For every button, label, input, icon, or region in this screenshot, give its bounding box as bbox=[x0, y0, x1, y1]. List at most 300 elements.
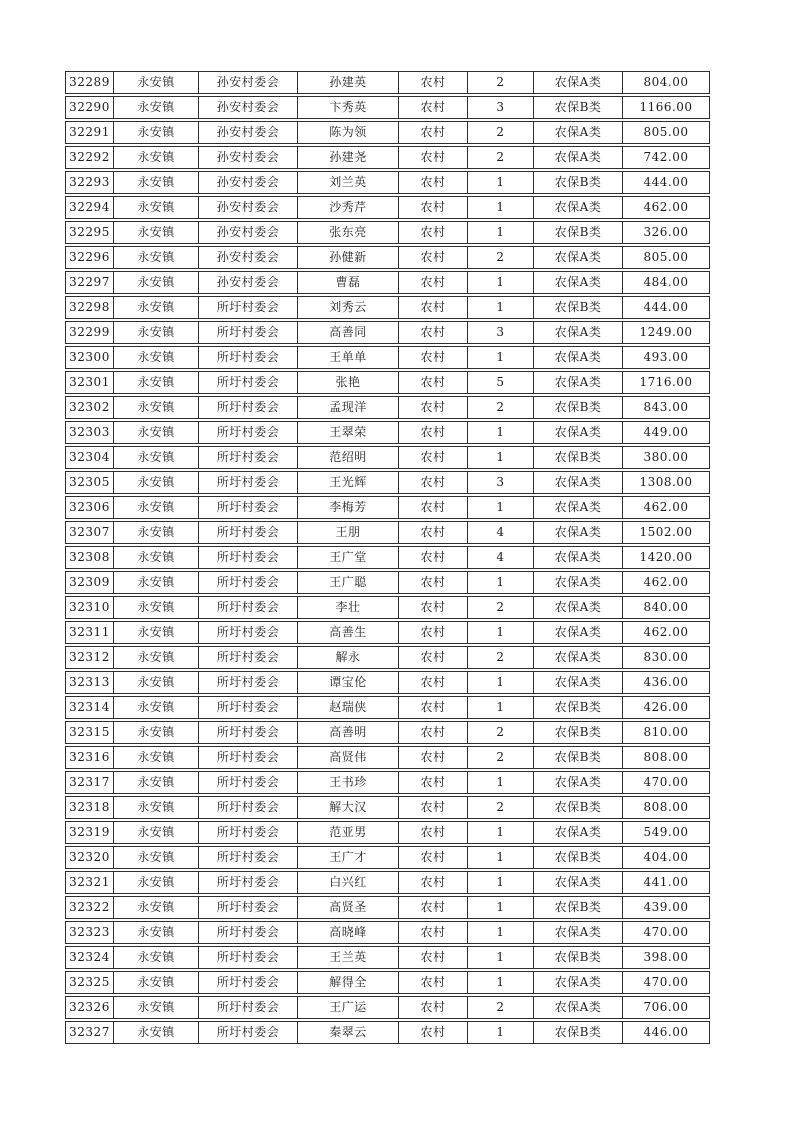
table-row bbox=[65, 96, 710, 119]
cell-town: 永安镇 bbox=[113, 197, 198, 218]
cell-insurance-category: 农保B类 bbox=[533, 747, 622, 768]
cell-residence-type: 农村 bbox=[398, 997, 467, 1018]
cell-person-name: 解得全 bbox=[297, 972, 398, 993]
cell-amount: 462.00 bbox=[622, 622, 709, 643]
cell-residence-type: 农村 bbox=[398, 972, 467, 993]
cell-person-name: 孟现洋 bbox=[297, 397, 398, 418]
cell-amount: 1716.00 bbox=[622, 372, 709, 393]
cell-insurance-category: 农保A类 bbox=[533, 597, 622, 618]
cell-person-count: 1 bbox=[467, 572, 533, 593]
cell-amount: 326.00 bbox=[622, 222, 709, 243]
cell-person-name: 王广堂 bbox=[297, 547, 398, 568]
cell-village-committee: 所圩村委会 bbox=[198, 922, 297, 943]
cell-serial-number: 32299 bbox=[69, 325, 110, 339]
cell-town: 永安镇 bbox=[113, 1022, 198, 1043]
cell-village-committee: 所圩村委会 bbox=[198, 572, 297, 593]
cell-amount: 449.00 bbox=[622, 422, 709, 443]
cell-residence-type: 农村 bbox=[398, 497, 467, 518]
cell-town: 永安镇 bbox=[113, 72, 198, 93]
cell-person-name: 王翠荣 bbox=[297, 422, 398, 443]
cell-village-committee: 孙安村委会 bbox=[198, 97, 297, 118]
cell-amount: 446.00 bbox=[622, 1022, 709, 1043]
table-row bbox=[65, 296, 710, 319]
cell-town: 永安镇 bbox=[113, 472, 198, 493]
cell-person-name: 高贤圣 bbox=[297, 897, 398, 918]
cell-town: 永安镇 bbox=[113, 422, 198, 443]
cell-town: 永安镇 bbox=[113, 547, 198, 568]
cell-village-committee: 所圩村委会 bbox=[198, 522, 297, 543]
cell-town: 永安镇 bbox=[113, 447, 198, 468]
cell-insurance-category: 农保A类 bbox=[533, 872, 622, 893]
cell-serial-number: 32316 bbox=[69, 750, 110, 764]
cell-village-committee: 所圩村委会 bbox=[198, 772, 297, 793]
cell-person-name: 范亚男 bbox=[297, 822, 398, 843]
cell-person-count: 2 bbox=[467, 747, 533, 768]
cell-serial-number: 32307 bbox=[69, 525, 110, 539]
cell-person-count: 1 bbox=[467, 697, 533, 718]
cell-amount: 470.00 bbox=[622, 972, 709, 993]
cell-town: 永安镇 bbox=[113, 872, 198, 893]
cell-person-name: 王广运 bbox=[297, 997, 398, 1018]
cell-person-name: 张东亮 bbox=[297, 222, 398, 243]
cell-village-committee: 所圩村委会 bbox=[198, 347, 297, 368]
cell-residence-type: 农村 bbox=[398, 947, 467, 968]
cell-serial-number: 32324 bbox=[69, 950, 110, 964]
cell-town: 永安镇 bbox=[113, 97, 198, 118]
cell-residence-type: 农村 bbox=[398, 347, 467, 368]
cell-insurance-category: 农保B类 bbox=[533, 847, 622, 868]
cell-person-count: 1 bbox=[467, 197, 533, 218]
cell-village-committee: 所圩村委会 bbox=[198, 997, 297, 1018]
cell-residence-type: 农村 bbox=[398, 72, 467, 93]
cell-serial-number: 32302 bbox=[69, 400, 110, 414]
cell-serial-number: 32290 bbox=[69, 100, 110, 114]
table-row bbox=[65, 271, 710, 294]
cell-town: 永安镇 bbox=[113, 272, 198, 293]
cell-person-count: 1 bbox=[467, 772, 533, 793]
table-row bbox=[65, 196, 710, 219]
cell-village-committee: 所圩村委会 bbox=[198, 422, 297, 443]
cell-person-count: 4 bbox=[467, 547, 533, 568]
cell-residence-type: 农村 bbox=[398, 472, 467, 493]
cell-person-name: 高善同 bbox=[297, 322, 398, 343]
cell-amount: 804.00 bbox=[622, 72, 709, 93]
cell-person-count: 2 bbox=[467, 997, 533, 1018]
cell-insurance-category: 农保B类 bbox=[533, 1022, 622, 1043]
cell-person-count: 2 bbox=[467, 597, 533, 618]
cell-person-name: 高善明 bbox=[297, 722, 398, 743]
cell-person-count: 2 bbox=[467, 147, 533, 168]
cell-amount: 436.00 bbox=[622, 672, 709, 693]
cell-serial-number: 32308 bbox=[69, 550, 110, 564]
cell-amount: 1249.00 bbox=[622, 322, 709, 343]
cell-insurance-category: 农保A类 bbox=[533, 822, 622, 843]
cell-amount: 426.00 bbox=[622, 697, 709, 718]
cell-person-count: 2 bbox=[467, 122, 533, 143]
cell-insurance-category: 农保A类 bbox=[533, 772, 622, 793]
cell-person-name: 高贤伟 bbox=[297, 747, 398, 768]
cell-village-committee: 所圩村委会 bbox=[198, 322, 297, 343]
cell-insurance-category: 农保A类 bbox=[533, 522, 622, 543]
cell-amount: 808.00 bbox=[622, 747, 709, 768]
cell-person-name: 卞秀英 bbox=[297, 97, 398, 118]
cell-residence-type: 农村 bbox=[398, 597, 467, 618]
cell-person-name: 张艳 bbox=[297, 372, 398, 393]
table-row bbox=[65, 446, 710, 469]
table-row bbox=[65, 521, 710, 544]
cell-village-committee: 所圩村委会 bbox=[198, 872, 297, 893]
cell-town: 永安镇 bbox=[113, 322, 198, 343]
cell-town: 永安镇 bbox=[113, 572, 198, 593]
cell-person-name: 孙健新 bbox=[297, 247, 398, 268]
cell-person-name: 刘秀云 bbox=[297, 297, 398, 318]
cell-person-name: 解大汉 bbox=[297, 797, 398, 818]
cell-residence-type: 农村 bbox=[398, 647, 467, 668]
cell-residence-type: 农村 bbox=[398, 522, 467, 543]
cell-village-committee: 所圩村委会 bbox=[198, 722, 297, 743]
table-row bbox=[65, 421, 710, 444]
table-row bbox=[65, 896, 710, 919]
cell-village-committee: 所圩村委会 bbox=[198, 847, 297, 868]
cell-village-committee: 所圩村委会 bbox=[198, 547, 297, 568]
cell-residence-type: 农村 bbox=[398, 222, 467, 243]
cell-residence-type: 农村 bbox=[398, 322, 467, 343]
cell-serial-number: 32327 bbox=[69, 1025, 110, 1039]
cell-town: 永安镇 bbox=[113, 722, 198, 743]
cell-insurance-category: 农保A类 bbox=[533, 547, 622, 568]
cell-town: 永安镇 bbox=[113, 297, 198, 318]
cell-person-count: 1 bbox=[467, 1022, 533, 1043]
cell-person-count: 1 bbox=[467, 272, 533, 293]
cell-person-name: 赵瑞侠 bbox=[297, 697, 398, 718]
cell-person-count: 1 bbox=[467, 347, 533, 368]
cell-insurance-category: 农保A类 bbox=[533, 572, 622, 593]
table-row bbox=[65, 846, 710, 869]
cell-insurance-category: 农保A类 bbox=[533, 197, 622, 218]
cell-insurance-category: 农保B类 bbox=[533, 722, 622, 743]
cell-residence-type: 农村 bbox=[398, 847, 467, 868]
cell-residence-type: 农村 bbox=[398, 622, 467, 643]
cell-amount: 549.00 bbox=[622, 822, 709, 843]
cell-insurance-category: 农保A类 bbox=[533, 272, 622, 293]
cell-person-name: 王单单 bbox=[297, 347, 398, 368]
cell-insurance-category: 农保A类 bbox=[533, 672, 622, 693]
cell-town: 永安镇 bbox=[113, 122, 198, 143]
cell-person-count: 2 bbox=[467, 722, 533, 743]
table-row bbox=[65, 171, 710, 194]
cell-serial-number: 32318 bbox=[69, 800, 110, 814]
cell-village-committee: 孙安村委会 bbox=[198, 222, 297, 243]
cell-serial-number: 32297 bbox=[69, 275, 110, 289]
cell-serial-number: 32310 bbox=[69, 600, 110, 614]
cell-amount: 1502.00 bbox=[622, 522, 709, 543]
table-row bbox=[65, 571, 710, 594]
cell-residence-type: 农村 bbox=[398, 572, 467, 593]
table-row bbox=[65, 71, 710, 94]
cell-person-count: 2 bbox=[467, 72, 533, 93]
cell-residence-type: 农村 bbox=[398, 722, 467, 743]
cell-person-count: 1 bbox=[467, 297, 533, 318]
cell-person-name: 解永 bbox=[297, 647, 398, 668]
cell-amount: 398.00 bbox=[622, 947, 709, 968]
table-row bbox=[65, 696, 710, 719]
cell-village-committee: 孙安村委会 bbox=[198, 72, 297, 93]
cell-residence-type: 农村 bbox=[398, 547, 467, 568]
cell-town: 永安镇 bbox=[113, 172, 198, 193]
cell-amount: 439.00 bbox=[622, 897, 709, 918]
cell-town: 永安镇 bbox=[113, 947, 198, 968]
cell-person-name: 王广聪 bbox=[297, 572, 398, 593]
cell-village-committee: 孙安村委会 bbox=[198, 247, 297, 268]
cell-serial-number: 32300 bbox=[69, 350, 110, 364]
cell-serial-number: 32305 bbox=[69, 475, 110, 489]
cell-serial-number: 32292 bbox=[69, 150, 110, 164]
cell-amount: 805.00 bbox=[622, 122, 709, 143]
cell-residence-type: 农村 bbox=[398, 1022, 467, 1043]
cell-person-count: 5 bbox=[467, 372, 533, 393]
table-row bbox=[65, 396, 710, 419]
cell-insurance-category: 农保A类 bbox=[533, 497, 622, 518]
cell-town: 永安镇 bbox=[113, 622, 198, 643]
table-row bbox=[65, 121, 710, 144]
cell-village-committee: 所圩村委会 bbox=[198, 447, 297, 468]
benefits-table bbox=[65, 71, 710, 1044]
cell-amount: 470.00 bbox=[622, 922, 709, 943]
cell-person-count: 1 bbox=[467, 972, 533, 993]
cell-serial-number: 32321 bbox=[69, 875, 110, 889]
cell-residence-type: 农村 bbox=[398, 272, 467, 293]
cell-person-name: 曹磊 bbox=[297, 272, 398, 293]
cell-person-name: 孙建英 bbox=[297, 72, 398, 93]
cell-town: 永安镇 bbox=[113, 672, 198, 693]
cell-person-count: 1 bbox=[467, 172, 533, 193]
cell-serial-number: 32322 bbox=[69, 900, 110, 914]
table-row bbox=[65, 646, 710, 669]
table-row bbox=[65, 471, 710, 494]
cell-person-name: 陈为领 bbox=[297, 122, 398, 143]
cell-residence-type: 农村 bbox=[398, 147, 467, 168]
cell-person-count: 1 bbox=[467, 947, 533, 968]
table-row bbox=[65, 496, 710, 519]
cell-insurance-category: 农保A类 bbox=[533, 322, 622, 343]
cell-residence-type: 农村 bbox=[398, 97, 467, 118]
cell-serial-number: 32317 bbox=[69, 775, 110, 789]
cell-town: 永安镇 bbox=[113, 497, 198, 518]
cell-amount: 444.00 bbox=[622, 172, 709, 193]
table-row bbox=[65, 371, 710, 394]
cell-village-committee: 所圩村委会 bbox=[198, 647, 297, 668]
table-row bbox=[65, 721, 710, 744]
cell-amount: 441.00 bbox=[622, 872, 709, 893]
cell-insurance-category: 农保A类 bbox=[533, 472, 622, 493]
cell-serial-number: 32293 bbox=[69, 175, 110, 189]
cell-person-name: 王朋 bbox=[297, 522, 398, 543]
cell-residence-type: 农村 bbox=[398, 797, 467, 818]
cell-serial-number: 32311 bbox=[69, 625, 110, 639]
table-row bbox=[65, 796, 710, 819]
cell-insurance-category: 农保A类 bbox=[533, 922, 622, 943]
cell-amount: 840.00 bbox=[622, 597, 709, 618]
table-row bbox=[65, 546, 710, 569]
cell-residence-type: 农村 bbox=[398, 397, 467, 418]
cell-residence-type: 农村 bbox=[398, 672, 467, 693]
cell-amount: 462.00 bbox=[622, 497, 709, 518]
cell-insurance-category: 农保A类 bbox=[533, 422, 622, 443]
cell-insurance-category: 农保B类 bbox=[533, 797, 622, 818]
cell-residence-type: 农村 bbox=[398, 897, 467, 918]
cell-town: 永安镇 bbox=[113, 247, 198, 268]
cell-insurance-category: 农保A类 bbox=[533, 147, 622, 168]
cell-person-name: 孙建尧 bbox=[297, 147, 398, 168]
cell-serial-number: 32301 bbox=[69, 375, 110, 389]
cell-insurance-category: 农保A类 bbox=[533, 622, 622, 643]
cell-person-count: 4 bbox=[467, 522, 533, 543]
cell-village-committee: 所圩村委会 bbox=[198, 897, 297, 918]
cell-amount: 380.00 bbox=[622, 447, 709, 468]
cell-person-name: 王光辉 bbox=[297, 472, 398, 493]
cell-insurance-category: 农保B类 bbox=[533, 447, 622, 468]
cell-town: 永安镇 bbox=[113, 697, 198, 718]
cell-village-committee: 孙安村委会 bbox=[198, 147, 297, 168]
cell-residence-type: 农村 bbox=[398, 422, 467, 443]
cell-amount: 1420.00 bbox=[622, 547, 709, 568]
cell-insurance-category: 农保A类 bbox=[533, 347, 622, 368]
cell-person-count: 1 bbox=[467, 922, 533, 943]
table-row bbox=[65, 771, 710, 794]
cell-insurance-category: 农保B类 bbox=[533, 297, 622, 318]
cell-insurance-category: 农保A类 bbox=[533, 647, 622, 668]
cell-town: 永安镇 bbox=[113, 897, 198, 918]
cell-serial-number: 32323 bbox=[69, 925, 110, 939]
cell-person-name: 高晓峰 bbox=[297, 922, 398, 943]
cell-person-name: 李梅芳 bbox=[297, 497, 398, 518]
cell-insurance-category: 农保A类 bbox=[533, 997, 622, 1018]
cell-town: 永安镇 bbox=[113, 372, 198, 393]
cell-person-name: 秦翠云 bbox=[297, 1022, 398, 1043]
cell-person-name: 李壮 bbox=[297, 597, 398, 618]
cell-amount: 742.00 bbox=[622, 147, 709, 168]
cell-serial-number: 32314 bbox=[69, 700, 110, 714]
cell-residence-type: 农村 bbox=[398, 697, 467, 718]
cell-town: 永安镇 bbox=[113, 222, 198, 243]
cell-person-name: 王广才 bbox=[297, 847, 398, 868]
cell-village-committee: 所圩村委会 bbox=[198, 1022, 297, 1043]
cell-town: 永安镇 bbox=[113, 747, 198, 768]
table-row bbox=[65, 746, 710, 769]
cell-residence-type: 农村 bbox=[398, 372, 467, 393]
cell-amount: 470.00 bbox=[622, 772, 709, 793]
cell-amount: 843.00 bbox=[622, 397, 709, 418]
table-row bbox=[65, 146, 710, 169]
cell-amount: 462.00 bbox=[622, 197, 709, 218]
cell-village-committee: 孙安村委会 bbox=[198, 122, 297, 143]
cell-person-count: 2 bbox=[467, 647, 533, 668]
cell-person-count: 1 bbox=[467, 847, 533, 868]
cell-town: 永安镇 bbox=[113, 847, 198, 868]
cell-serial-number: 32294 bbox=[69, 200, 110, 214]
cell-amount: 706.00 bbox=[622, 997, 709, 1018]
cell-insurance-category: 农保B类 bbox=[533, 172, 622, 193]
cell-town: 永安镇 bbox=[113, 647, 198, 668]
table-row bbox=[65, 671, 710, 694]
cell-town: 永安镇 bbox=[113, 922, 198, 943]
cell-village-committee: 所圩村委会 bbox=[198, 747, 297, 768]
cell-residence-type: 农村 bbox=[398, 122, 467, 143]
cell-village-committee: 所圩村委会 bbox=[198, 297, 297, 318]
cell-town: 永安镇 bbox=[113, 397, 198, 418]
cell-village-committee: 所圩村委会 bbox=[198, 972, 297, 993]
cell-village-committee: 所圩村委会 bbox=[198, 697, 297, 718]
cell-town: 永安镇 bbox=[113, 822, 198, 843]
cell-serial-number: 32320 bbox=[69, 850, 110, 864]
cell-insurance-category: 农保A类 bbox=[533, 247, 622, 268]
cell-serial-number: 32298 bbox=[69, 300, 110, 314]
cell-town: 永安镇 bbox=[113, 972, 198, 993]
table-row bbox=[65, 921, 710, 944]
cell-town: 永安镇 bbox=[113, 347, 198, 368]
cell-amount: 462.00 bbox=[622, 572, 709, 593]
cell-insurance-category: 农保A类 bbox=[533, 972, 622, 993]
table-row bbox=[65, 1021, 710, 1044]
cell-person-count: 1 bbox=[467, 672, 533, 693]
cell-person-count: 1 bbox=[467, 622, 533, 643]
cell-insurance-category: 农保B类 bbox=[533, 222, 622, 243]
cell-town: 永安镇 bbox=[113, 997, 198, 1018]
cell-person-count: 1 bbox=[467, 897, 533, 918]
cell-amount: 484.00 bbox=[622, 272, 709, 293]
table-row bbox=[65, 821, 710, 844]
cell-insurance-category: 农保B类 bbox=[533, 397, 622, 418]
cell-person-count: 3 bbox=[467, 322, 533, 343]
cell-person-count: 3 bbox=[467, 472, 533, 493]
cell-amount: 493.00 bbox=[622, 347, 709, 368]
cell-amount: 404.00 bbox=[622, 847, 709, 868]
cell-serial-number: 32313 bbox=[69, 675, 110, 689]
cell-village-committee: 所圩村委会 bbox=[198, 372, 297, 393]
cell-person-name: 王兰英 bbox=[297, 947, 398, 968]
cell-town: 永安镇 bbox=[113, 522, 198, 543]
cell-village-committee: 所圩村委会 bbox=[198, 622, 297, 643]
cell-town: 永安镇 bbox=[113, 797, 198, 818]
cell-insurance-category: 农保B类 bbox=[533, 97, 622, 118]
cell-village-committee: 所圩村委会 bbox=[198, 472, 297, 493]
cell-person-count: 1 bbox=[467, 422, 533, 443]
table-row bbox=[65, 946, 710, 969]
cell-village-committee: 孙安村委会 bbox=[198, 272, 297, 293]
cell-serial-number: 32304 bbox=[69, 450, 110, 464]
cell-person-count: 2 bbox=[467, 797, 533, 818]
cell-village-committee: 孙安村委会 bbox=[198, 172, 297, 193]
cell-residence-type: 农村 bbox=[398, 197, 467, 218]
cell-amount: 810.00 bbox=[622, 722, 709, 743]
cell-serial-number: 32325 bbox=[69, 975, 110, 989]
cell-amount: 805.00 bbox=[622, 247, 709, 268]
cell-person-count: 2 bbox=[467, 247, 533, 268]
cell-person-name: 范绍明 bbox=[297, 447, 398, 468]
cell-residence-type: 农村 bbox=[398, 297, 467, 318]
cell-village-committee: 所圩村委会 bbox=[198, 497, 297, 518]
table-row bbox=[65, 346, 710, 369]
cell-amount: 808.00 bbox=[622, 797, 709, 818]
cell-person-count: 1 bbox=[467, 822, 533, 843]
table-row bbox=[65, 596, 710, 619]
cell-serial-number: 32326 bbox=[69, 1000, 110, 1014]
cell-town: 永安镇 bbox=[113, 597, 198, 618]
cell-insurance-category: 农保A类 bbox=[533, 72, 622, 93]
cell-person-name: 高善生 bbox=[297, 622, 398, 643]
cell-serial-number: 32309 bbox=[69, 575, 110, 589]
cell-town: 永安镇 bbox=[113, 147, 198, 168]
